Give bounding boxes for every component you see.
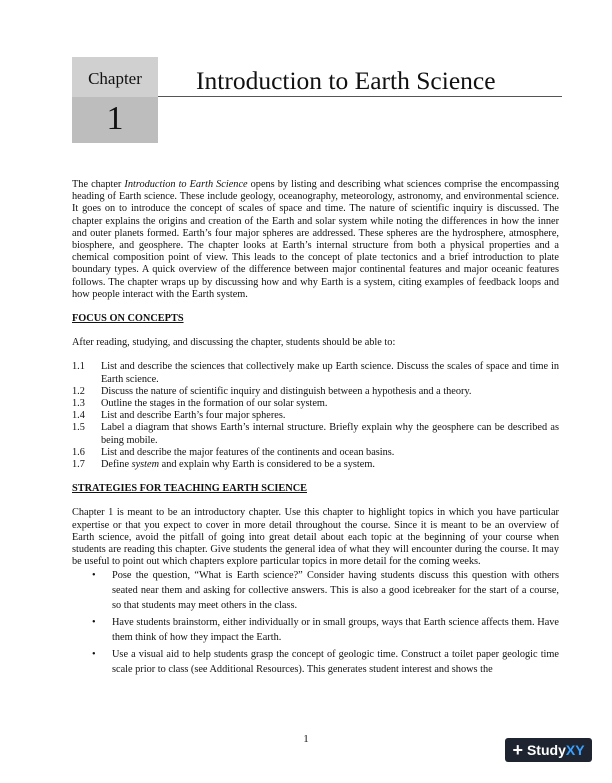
objective-item — [72, 398, 559, 410]
intro-text-before: The chapter — [72, 179, 125, 190]
studyxy-logo[interactable] — [505, 738, 592, 762]
plus-icon: + — [512, 740, 523, 760]
chapter-label: Chapter — [72, 57, 158, 97]
objective-text: Label a diagram that shows Earth’s internal structure. Briefly explain why the geosphere can be described as being mobile. — [101, 422, 559, 446]
objective-item — [72, 459, 559, 471]
objective-number: 1.5 — [72, 422, 85, 434]
list-item-text: Have students brainstorm, either individually or in small groups, ways that Earth science affects them. Have them think of how they impact the Earth. — [112, 617, 559, 643]
objective-item — [72, 447, 559, 459]
list-item — [92, 616, 559, 645]
list-item-text: Pose the question, “What is Earth science?” Consider having students discuss this question with others seated near them and asking for collective answers. This is also a good icebreaker for the start of a course, so that students may meet others in the class. — [112, 570, 559, 611]
list-item — [92, 648, 559, 677]
objective-text — [101, 459, 559, 471]
objective-text-before: Define — [101, 459, 132, 471]
focus-heading: FOCUS ON CONCEPTS — [72, 313, 184, 325]
objective-item — [72, 386, 559, 398]
objective-item — [72, 410, 559, 422]
list-item-text: Use a visual aid to help students grasp the concept of geologic time. Construct a toilet paper geologic time scale prior to class (see Additional Resources). This generates student interest and shows the — [112, 649, 559, 676]
objective-number: 1.3 — [72, 398, 85, 410]
objective-number: 1.2 — [72, 385, 85, 397]
bullet-icon: • — [92, 617, 96, 629]
strategies-heading: STRATEGIES FOR TEACHING EARTH SCIENCE — [72, 483, 307, 495]
objective-number: 1.4 — [72, 410, 85, 422]
chapter-number: 1 — [72, 97, 158, 143]
page-number: 1 — [303, 733, 309, 745]
objective-item — [72, 422, 559, 446]
title-divider — [158, 96, 562, 97]
strategies-list — [72, 569, 559, 677]
strategies-paragraph: Chapter 1 is meant to be an introductory chapter. Use this chapter to highlight topics in which you have particular expertise or that you expect to cover in more detail throughout the course. Since it is meant to be an overview of Earth science, avoid the pitfall of going into great detail about each topic at the beginning of your course when students are reading this chapter. Give students the general idea of what they will encounter during the course. It may be useful to point out which chapters explore particular topics in more detail for the coming weeks. — [72, 507, 559, 568]
intro-paragraph — [72, 179, 559, 301]
objective-text-after: and explain why Earth is considered to be a system. — [159, 459, 375, 471]
chapter-box — [72, 57, 158, 143]
focus-lead: After reading, studying, and discussing the chapter, students should be able to: — [72, 337, 396, 349]
objective-text: List and describe the major features of the continents and ocean basins. — [101, 446, 395, 458]
objectives-list — [72, 361, 559, 471]
objective-item — [72, 361, 559, 385]
intro-text-after: opens by listing and describing what sciences comprise the encompassing heading of Earth science. These include geology, oceanography, meteorology, astronomy, and environmental science. It goes on to introduce the concept of scales of space and time. The nature of scientific inquiry is discussed. The chapter explains the origins and creation of the Earth and solar system while noting the differences in how the inner and outer planets formed. Earth’s four major spheres are addressed. These spheres are the hydrosphere, atmosphere, biosphere, and geosphere. The chapter looks at Earth’s internal structure from both a physical properties and a chemical composition point of view. This leads to the concept of plate tectonics and a brief introduction to plate boundary types. A quick overview of the difference between major continental features and major oceanic features follows. The chapter wraps up by discussing how and why Earth is a system, citing examples of feedback loops and how people interact with the Earth system. — [72, 179, 559, 300]
objective-text: Outline the stages in the formation of our solar system. — [101, 398, 328, 410]
list-item — [92, 569, 559, 613]
logo-xy-text: XY — [565, 742, 585, 758]
objective-number: 1.7 — [72, 459, 85, 471]
bullet-icon: • — [92, 570, 96, 582]
objective-number: 1.1 — [72, 361, 85, 373]
objective-text: List and describe the sciences that collectively make up Earth science. Discuss the scales of space and time in Earth science. — [101, 361, 559, 385]
intro-italic-title: Introduction to Earth Science — [124, 179, 248, 190]
logo-study-text: Study — [526, 742, 566, 758]
page-title: Introduction to Earth Science — [196, 66, 496, 95]
main-content — [72, 179, 559, 681]
bullet-icon: • — [92, 649, 96, 661]
objective-number: 1.6 — [72, 446, 85, 458]
objective-text: List and describe Earth’s four major spheres. — [101, 410, 286, 422]
objective-italic-term: system — [131, 459, 160, 471]
objective-text: Discuss the nature of scientific inquiry and distinguish between a hypothesis and a theory. — [101, 385, 472, 397]
